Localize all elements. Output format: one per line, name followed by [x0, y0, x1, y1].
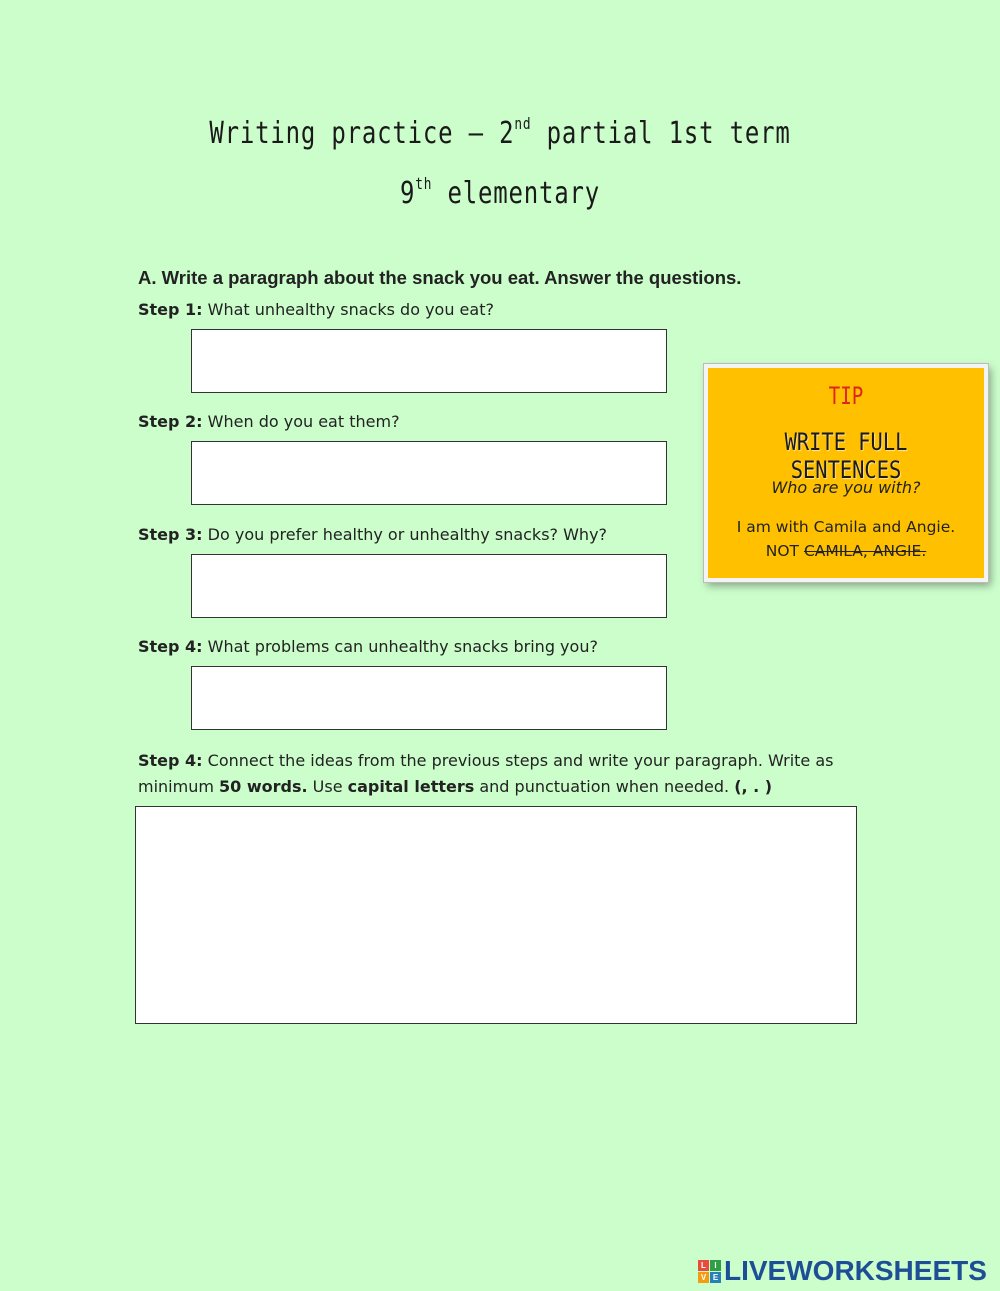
step-4-prompt: Step 4: What problems can unhealthy snacks bring you? [138, 637, 598, 656]
tip-card [704, 364, 988, 582]
step-1-answer-input[interactable] [191, 329, 667, 393]
tip-example-answer: I am with Camila and Angie. NOT CAMILA, ANGIE. [736, 518, 956, 560]
tip-example-question: Who are you with? [771, 478, 921, 497]
paragraph-answer-input[interactable] [135, 806, 857, 1024]
liveworksheets-logo-text: LIVEWORKSHEETS [724, 1255, 987, 1286]
final-step-prompt: Step 4: Connect the ideas from the previous steps and write your paragraph. Write as minimum 50 words. Use capital letters and punctuation when needed. (, . ) [138, 751, 834, 796]
step-2-answer-input[interactable] [191, 441, 667, 505]
tip-heading: WRITE FULL SENTENCES [784, 428, 908, 484]
liveworksheets-logo [698, 1256, 987, 1286]
worksheet-level: 9th elementary [399, 174, 600, 211]
step-3-answer-input[interactable] [191, 554, 667, 618]
tip-wrong-example: CAMILA, ANGIE. [803, 542, 927, 560]
step-1-prompt: Step 1: What unhealthy snacks do you eat? [138, 300, 494, 319]
step-4-answer-input[interactable] [191, 666, 667, 730]
section-a-instruction: A. Write a paragraph about the snack you eat. Answer the questions. [138, 267, 742, 288]
worksheet-title: Writing practice – 2nd partial 1st term [209, 114, 791, 151]
step-2-prompt: Step 2: When do you eat them? [138, 412, 400, 431]
tip-title: TIP [828, 382, 864, 410]
liveworksheets-logo-icon: L I V E [698, 1260, 721, 1283]
step-3-prompt: Step 3: Do you prefer healthy or unhealthy snacks? Why? [138, 525, 608, 544]
